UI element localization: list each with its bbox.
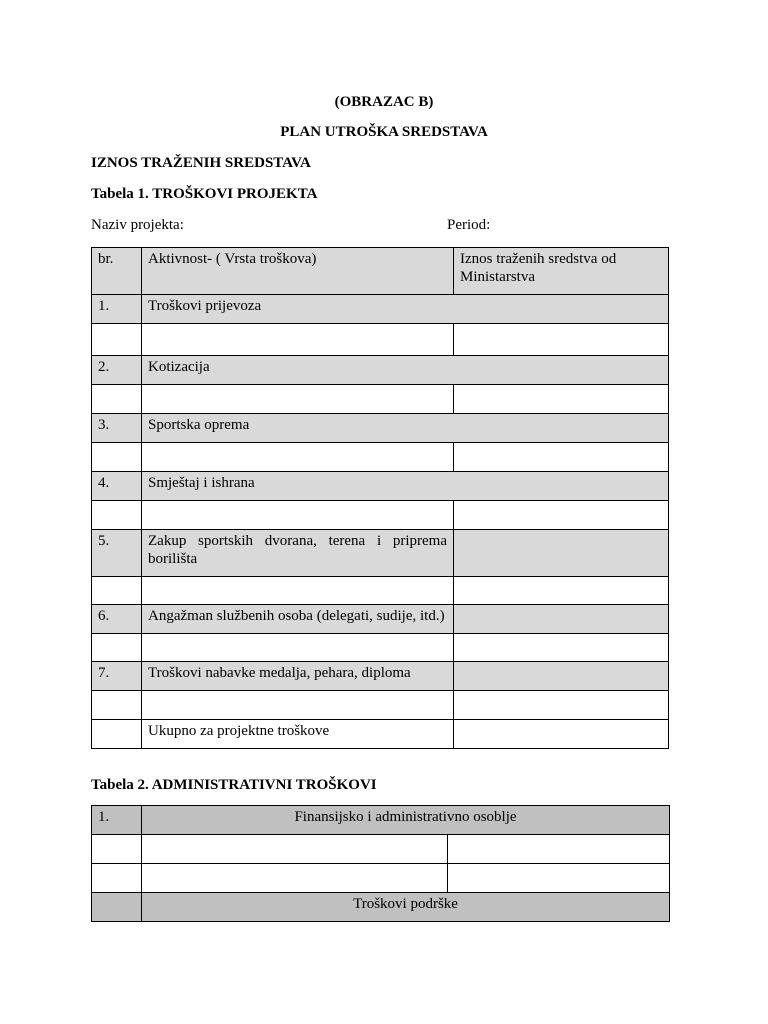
empty-cell[interactable] bbox=[142, 385, 454, 414]
empty-cell[interactable] bbox=[142, 577, 454, 605]
amount-cell[interactable] bbox=[454, 634, 669, 662]
table-row bbox=[92, 806, 670, 835]
empty-cell bbox=[92, 691, 142, 720]
support-label: Troškovi podrške bbox=[142, 893, 670, 922]
amount-cell[interactable] bbox=[454, 443, 669, 472]
table1-caption: Tabela 1. TROŠKOVI PROJEKTA bbox=[91, 186, 318, 202]
table-row-empty bbox=[92, 577, 669, 605]
header-number: br. bbox=[92, 248, 142, 295]
table-row-empty bbox=[92, 324, 669, 356]
empty-cell[interactable] bbox=[142, 835, 448, 864]
table-header-row bbox=[92, 248, 669, 295]
empty-cell bbox=[92, 864, 142, 893]
row-number: 4. bbox=[92, 472, 142, 501]
row-number: 6. bbox=[92, 605, 142, 634]
table-row bbox=[92, 605, 669, 634]
total-row bbox=[92, 720, 669, 749]
table-row bbox=[92, 893, 670, 922]
form-label: (OBRAZAC B) bbox=[334, 94, 434, 110]
table-row bbox=[92, 472, 669, 501]
empty-cell[interactable] bbox=[142, 691, 454, 720]
table-row bbox=[92, 662, 669, 691]
amount-cell[interactable] bbox=[454, 385, 669, 414]
row-label: Angažman službenih osoba (delegati, sudije, itd.) bbox=[142, 605, 454, 634]
empty-cell bbox=[92, 720, 142, 749]
empty-cell bbox=[92, 634, 142, 662]
empty-cell bbox=[92, 577, 142, 605]
row-number: 2. bbox=[92, 356, 142, 385]
empty-cell[interactable] bbox=[142, 443, 454, 472]
row-label-line2: borilišta bbox=[148, 551, 198, 567]
empty-cell bbox=[92, 835, 142, 864]
empty-cell bbox=[92, 893, 142, 922]
table2-admin-costs bbox=[91, 805, 670, 922]
row-label: Troškovi nabavke medalja, pehara, diploma bbox=[142, 662, 454, 691]
project-name-label: Naziv projekta: bbox=[91, 217, 184, 233]
row-number: 7. bbox=[92, 662, 142, 691]
empty-cell bbox=[92, 324, 142, 356]
amount-cell[interactable] bbox=[454, 662, 669, 691]
empty-cell[interactable] bbox=[142, 324, 454, 356]
row-label: Troškovi prijevoza bbox=[142, 295, 669, 324]
table-row-empty bbox=[92, 691, 669, 720]
period-label: Period: bbox=[447, 217, 491, 233]
empty-cell bbox=[92, 443, 142, 472]
row-label: Finansijsko i administrativno osoblje bbox=[142, 806, 670, 835]
row-number: 1. bbox=[92, 295, 142, 324]
amount-cell[interactable] bbox=[454, 691, 669, 720]
table-row-empty bbox=[92, 385, 669, 414]
amount-cell[interactable] bbox=[454, 501, 669, 530]
table-row-empty bbox=[92, 835, 670, 864]
section-title: IZNOS TRAŽENIH SREDSTAVA bbox=[91, 155, 311, 171]
table-row-empty bbox=[92, 501, 669, 530]
table-row bbox=[92, 414, 669, 443]
row-label: Sportska oprema bbox=[142, 414, 669, 443]
table2-caption: Tabela 2. ADMINISTRATIVNI TROŠKOVI bbox=[91, 777, 377, 793]
row-number: 3. bbox=[92, 414, 142, 443]
amount-cell[interactable] bbox=[448, 835, 670, 864]
row-label bbox=[142, 530, 454, 577]
row-label: Smještaj i ishrana bbox=[142, 472, 669, 501]
table-row bbox=[92, 356, 669, 385]
amount-cell[interactable] bbox=[454, 605, 669, 634]
table-row-empty bbox=[92, 864, 670, 893]
empty-cell[interactable] bbox=[142, 501, 454, 530]
header-activity: Aktivnost- ( Vrsta troškova) bbox=[142, 248, 454, 295]
plan-title: PLAN UTROŠKA SREDSTAVA bbox=[280, 124, 488, 140]
empty-cell bbox=[92, 501, 142, 530]
table1-costs bbox=[91, 247, 669, 749]
total-label: Ukupno za projektne troškove bbox=[142, 720, 454, 749]
row-label-line1: Zakup sportskih dvorana, terena i priprema bbox=[148, 533, 447, 549]
row-number: 5. bbox=[92, 530, 142, 577]
empty-cell[interactable] bbox=[142, 634, 454, 662]
table-row-empty bbox=[92, 634, 669, 662]
table-row-empty bbox=[92, 443, 669, 472]
amount-cell[interactable] bbox=[454, 577, 669, 605]
amount-cell[interactable] bbox=[448, 864, 670, 893]
amount-cell[interactable] bbox=[454, 324, 669, 356]
table-row bbox=[92, 530, 669, 577]
row-label: Kotizacija bbox=[142, 356, 669, 385]
empty-cell bbox=[92, 385, 142, 414]
empty-cell[interactable] bbox=[142, 864, 448, 893]
total-amount-cell[interactable] bbox=[454, 720, 669, 749]
table-row bbox=[92, 295, 669, 324]
header-amount: Iznos traženih sredstva od Ministarstva bbox=[454, 248, 669, 295]
amount-cell[interactable] bbox=[454, 530, 669, 577]
row-number: 1. bbox=[92, 806, 142, 835]
